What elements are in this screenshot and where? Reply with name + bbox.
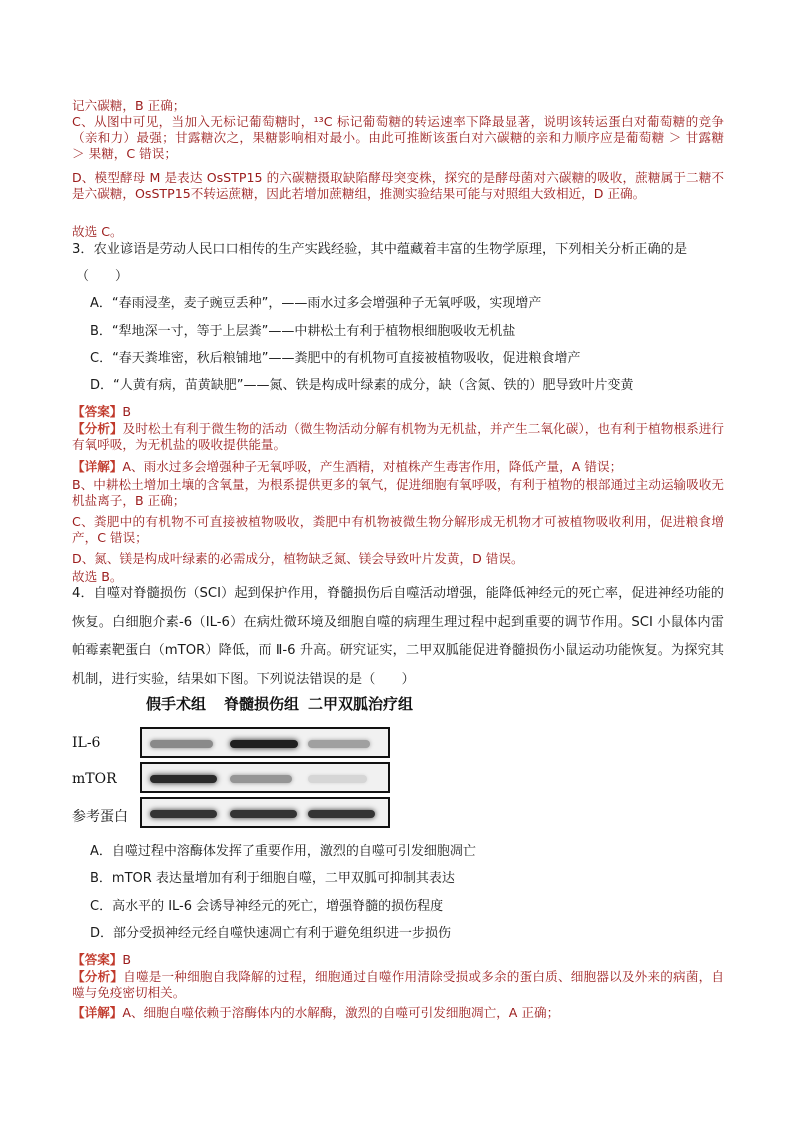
prev-analysis-c: C、从图中可见，当加入无标记葡萄糖时，¹³C 标记葡萄糖的转运速率下降最显著，说明该转运蛋白对葡萄糖的竞争（亲和力）最强；甘露糖次之，果糖影响相对最小。由此可推断该蛋白对六碳糖的亲和力顺序应是葡萄糖 ＞ 甘露糖 ＞ 果糖，C 错误； xyxy=(72,114,724,161)
blot-band-metformin xyxy=(308,810,375,818)
q4-detail-a-line xyxy=(72,1005,559,1021)
q3-analysis-text: 及时松土有利于微生物的活动（微生物活动分解有机物为无机盐，并产生二氧化碳），也有利于植物根系进行有氧呼吸，为无机盐的吸收提供能量。 xyxy=(72,421,725,452)
blot-band-sham xyxy=(150,775,217,783)
q3-option-a: A．“春雨浸垄，麦子豌豆丢种”，——雨水过多会增强种子无氧呼吸，实现增产 xyxy=(90,296,542,311)
q4-analysis-tag: 【分析】 xyxy=(72,969,124,984)
q3-option-c: C．“春天粪堆密，秋后粮铺地”——粪肥中的有机物可直接被植物吸收，促进粮食增产 xyxy=(90,351,581,366)
blot-lane-mtor xyxy=(140,762,390,793)
blot-band-sci xyxy=(230,775,292,783)
figure-col-sci: 脊髓损伤组 xyxy=(224,695,300,713)
q3-answer: B xyxy=(122,404,132,419)
q4-analysis-text: 自噬是一种细胞自我降解的过程，细胞通过自噬作用清除受损或多余的蛋白质、细胞器以及外来的病菌，自噬与免疫密切相关。 xyxy=(72,969,725,1000)
blot-band-sci xyxy=(230,810,297,818)
q3-option-b: B．“犁地深一寸，等于上层粪”——中耕松土有利于植物根细胞吸收无机盐 xyxy=(90,324,516,339)
q4-stem: 4．自噬对脊髓损伤（SCI）起到保护作用，脊髓损伤后自噬活动增强，能降低神经元的死亡率，促进神经功能的恢复。白细胞介素-6（IL-6）在病灶微环境及细胞自噬的病理生理过程中起到重要的调节作用。SCI 小鼠体内雷帕霉素靶蛋白（mTOR）降低，而 Ⅱ-6 升高。研究证实，二甲双胍能促进脊髓损伤小鼠运动功能恢复。为探究其机制，进行实验，结果如下图。下列说法错误的是（ ） xyxy=(72,586,724,687)
blot-lane-il6 xyxy=(140,727,390,758)
prev-conclusion: 故选 C。 xyxy=(72,224,123,239)
q3-conclusion: 故选 B。 xyxy=(72,569,123,584)
q4-answer: B xyxy=(122,952,132,967)
q3-detail-d: D、氮、镁是构成叶绿素的必需成分，植物缺乏氮、镁会导致叶片发黄，D 错误。 xyxy=(72,551,524,566)
q4-option-b: B．mTOR 表达量增加有利于细胞自噬，二甲双胍可抑制其表达 xyxy=(90,871,455,886)
blot-band-sham xyxy=(150,810,217,818)
q4-option-a: A．自噬过程中溶酶体发挥了重要作用，激烈的自噬可引发细胞凋亡 xyxy=(90,844,476,859)
q4-answer-tag: 【答案】 xyxy=(72,952,123,967)
figure-row-il6: IL-6 xyxy=(72,735,101,751)
blot-lane-reference xyxy=(140,797,390,828)
q4-detail-tag: 【详解】 xyxy=(72,1005,123,1020)
q4-option-c: C．高水平的 IL-6 会诱导神经元的死亡，增强脊髓的损伤程度 xyxy=(90,899,444,914)
blot-band-metformin xyxy=(308,740,370,748)
q3-detail-tag: 【详解】 xyxy=(72,459,123,474)
figure-row-reference: 参考蛋白 xyxy=(72,809,128,825)
q3-detail-a-line xyxy=(72,459,622,475)
q3-detail-c: C、粪肥中的有机物不可直接被植物吸收，粪肥中有机物被微生物分解形成无机物才可被植物吸收利用，促进粮食增产，C 错误； xyxy=(72,514,724,545)
western-blot-figure xyxy=(72,693,414,833)
q4-option-d: D．部分受损神经元经自噬快速凋亡有利于避免组织进一步损伤 xyxy=(90,926,452,941)
q3-answer-paren: （ ） xyxy=(76,269,129,284)
blot-band-metformin xyxy=(308,775,367,783)
q3-answer-tag: 【答案】 xyxy=(72,404,123,419)
prev-analysis-d: D、模型酵母 M 是表达 OsSTP15 的六碳糖摄取缺陷酵母突变株，探究的是酵母菌对六碳糖的吸收，蔗糖属于二糖不是六碳糖，OsSTP15不转运蔗糖，因此若增加蔗糖组，推测实验结果可能与对照组大致相近，D 正确。 xyxy=(72,170,724,201)
q4-detail-a: A、细胞自噬依赖于溶酶体内的水解酶，激烈的自噬可引发细胞凋亡，A 正确； xyxy=(122,1005,560,1020)
q3-answer-line xyxy=(72,404,131,420)
q3-stem: 3．农业谚语是劳动人民口口相传的生产实践经验，其中蕴藏着丰富的生物学原理，下列相关分析正确的是 xyxy=(72,242,688,257)
blot-band-sham xyxy=(150,740,213,748)
prev-analysis-line1: 记六碳糖，B 正确； xyxy=(72,98,186,113)
q3-detail-b: B、中耕松土增加土壤的含氧量，为根系提供更多的氧气，促进细胞有氧呼吸，有利于植物的根部通过主动运输吸收无机盐离子，B 正确； xyxy=(72,477,724,508)
q3-option-d: D．“人黄有病，苗黄缺肥”——氮、铁是构成叶绿素的成分，缺（含氮、铁的）肥导致叶片变黄 xyxy=(90,378,634,393)
q4-answer-line xyxy=(72,952,131,968)
figure-col-sham: 假手术组 xyxy=(146,695,207,713)
q3-analysis xyxy=(72,421,724,453)
q4-analysis xyxy=(72,969,724,1001)
figure-row-mtor: mTOR xyxy=(72,771,117,787)
q3-detail-a: A、雨水过多会增强种子无氧呼吸，产生酒精，对植株产生毒害作用，降低产量，A 错误； xyxy=(122,459,623,474)
q3-analysis-tag: 【分析】 xyxy=(72,421,123,436)
figure-col-metformin: 二甲双胍治疗组 xyxy=(308,695,414,713)
blot-band-sci xyxy=(230,740,298,748)
